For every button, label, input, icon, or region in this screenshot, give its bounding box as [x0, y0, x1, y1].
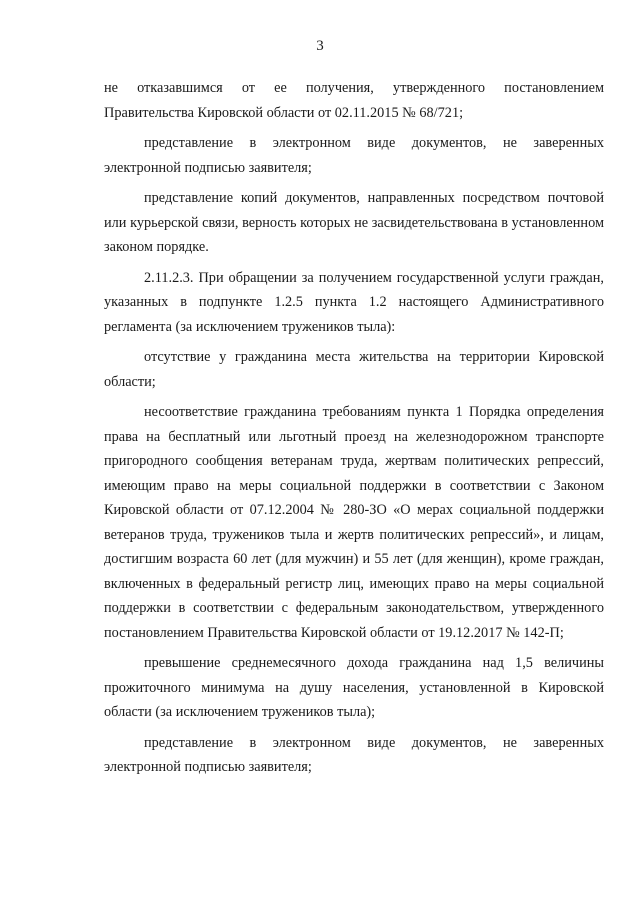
- document-body: [104, 76, 604, 786]
- paragraph: 2.11.2.3. При обращении за получением государственной услуги граждан, указанных в подпункте 1.2.5 пункта 1.2 настоящего Административного регламента (за исключением тружеников тыла):: [104, 269, 604, 335]
- paragraph: не отказавшимся от ее получения, утвержденного постановлением Правительства Кировской области от 02.11.2015 № 68/721;: [104, 80, 604, 121]
- paragraph: отсутствие у гражданина места жительства на территории Кировской области;: [104, 349, 604, 390]
- paragraph: представление копий документов, направленных посредством почтовой или курьерской связи, верность которых не засвидетельствована в установленном законом порядке.: [104, 190, 604, 255]
- paragraph: несоответствие гражданина требованиям пункта 1 Порядка определения права на бесплатный или льготный проезд на железнодорожном транспорте пригородного сообщения ветеранам труда, жертвам политических репрессий, имеющим право на меры социальной поддержки в соответствии с Законом Кировской области от 07.12.2004 № 280-ЗО «О мерах социальной поддержки ветеранов труда, тружеников тыла и жертв политических репрессий», и лицам, достигшим возраста 60 лет (для мужчин) и 55 лет (для женщин), кроме граждан, включенных в федеральный регистр лиц, имеющих право на меры социальной поддержки в соответствии с федеральным законодательством, утвержденного постановлением Правительства Кировской области от 19.12.2017 № 142-П;: [104, 404, 604, 641]
- page-number: 3: [316, 38, 324, 54]
- paragraph: превышение среднемесячного дохода гражданина над 1,5 величины прожиточного минимума на душу населения, установленной в Кировской области (за исключением тружеников тыла);: [104, 655, 604, 720]
- paragraph: представление в электронном виде документов, не заверенных электронной подписью заявителя;: [104, 135, 604, 176]
- paragraph: представление в электронном виде документов, не заверенных электронной подписью заявителя;: [104, 734, 604, 775]
